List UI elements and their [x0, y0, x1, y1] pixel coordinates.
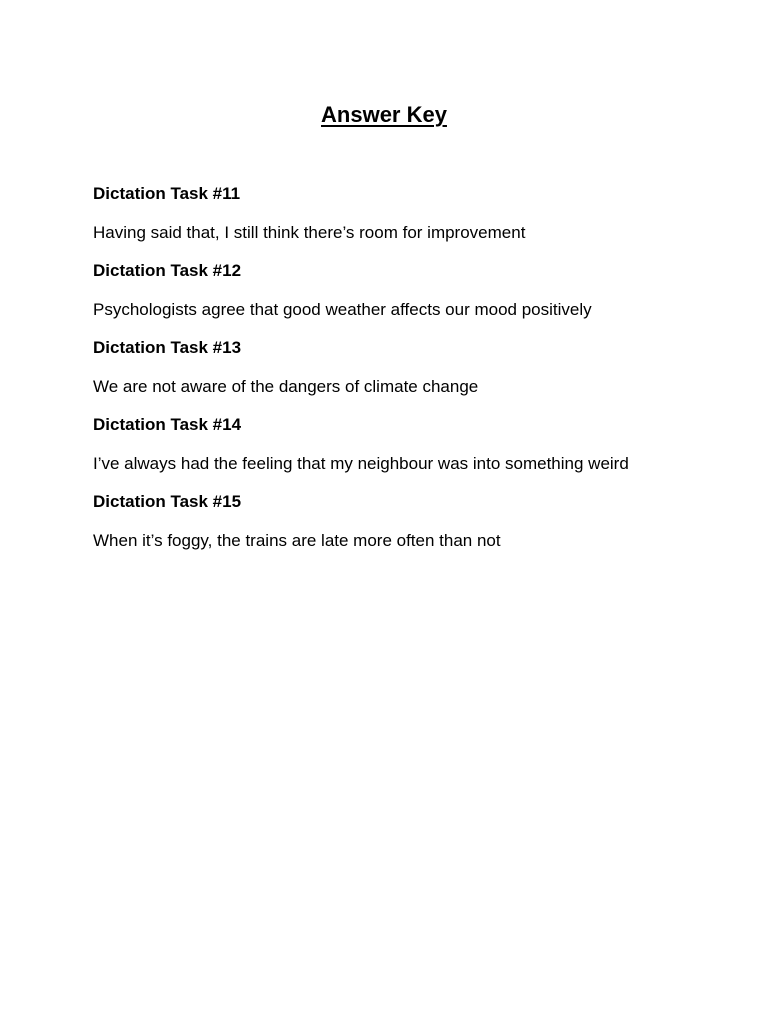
task-heading: Dictation Task #12: [93, 261, 242, 280]
task-answer: We are not aware of the dangers of climate change: [93, 377, 479, 396]
task-heading: Dictation Task #15: [93, 492, 242, 511]
task-answer: Psychologists agree that good weather affects our mood positively: [93, 300, 592, 319]
task-item-11: [93, 183, 733, 244]
task-heading: Dictation Task #13: [93, 338, 242, 357]
task-heading: Dictation Task #14: [93, 415, 242, 434]
page-title: Answer Key: [321, 102, 447, 127]
task-answer: I’ve always had the feeling that my neighbour was into something weird: [93, 454, 629, 473]
task-answer: When it’s foggy, the trains are late more often than not: [93, 531, 501, 550]
task-item-14: [93, 414, 733, 475]
task-item-13: [93, 337, 733, 398]
task-item-12: [93, 260, 733, 321]
task-item-15: [93, 491, 733, 552]
task-heading: Dictation Task #11: [93, 184, 241, 203]
task-list: [93, 183, 733, 568]
task-answer: Having said that, I still think there’s room for improvement: [93, 223, 526, 242]
